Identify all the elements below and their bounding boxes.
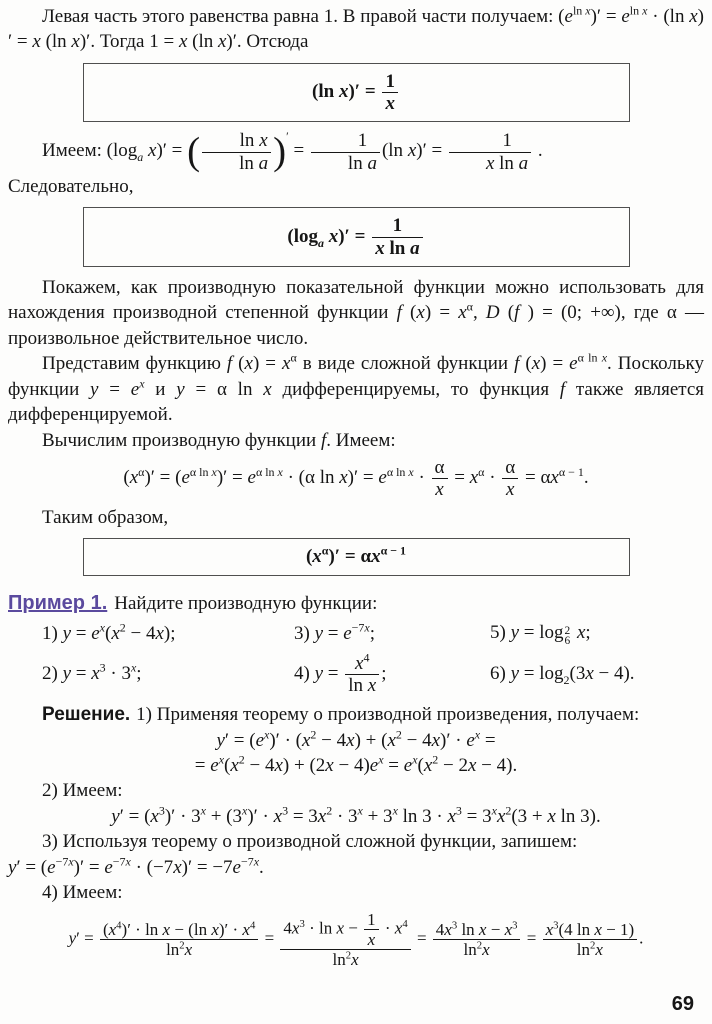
paragraph-represent: Представим функцию f $(x) = x^\alpha$ в виде сложной функции f $(x) = e^{\alpha ln x}$. Поскольку функции $y = e^x$ и y = α ln x дифференцируемы, то функция f также является дифференцируемой. — [8, 350, 705, 426]
equation-1b: = $e^x(x^2 - 4x) + (2x - 4)e^x = e^x(x^2 - 2x - 4)$. — [194, 752, 518, 777]
formula-box-log-derivative — [83, 207, 630, 267]
example-label: Пример 1. — [8, 592, 108, 615]
line-sledovatelno: Следовательно, — [8, 175, 134, 197]
solution-part2: 2) Имеем: — [42, 780, 123, 802]
formula-log-derivative: ($\log_a$ x)′ = $\frac{1}{\text{x ln a}}$ — [287, 226, 424, 247]
equation-1a: $y' = (e^x)' \cdot (x^2 - 4x) + (x^2 - 4x)' \cdot e^x$ = — [216, 727, 496, 751]
equation-4: y′ = $\frac{(x^4)' \cdot \ln x - (\ln x)' \cdot x^4}{\ln^2x}$ = $4x^3 \cdot \ln x$ − $\frac{1}{x}$ · $x^4$ $\ln^2x$ = $\frac{4x^3 \ln x - x^3}{\ln^2x}$ = $\frac{x^3(4 \ln x - 1)}{\ln^2x}$ . — [68, 909, 644, 969]
formula-power-derivative: $(x^\alpha)' = \alpha x^{\alpha - 1}$ — [305, 543, 407, 568]
equation-power-derivation: $(x^\alpha)' = (e^{\alpha ln x})' = e^{\alpha ln x} \cdot (\alpha$ $\ln x)' = e^{\alpha ln x}$ · $\frac{\alpha}{x}$ = $x^\alpha$ · $\frac{\alpha}{x}$ = $\alpha x^{\alpha - 1}$. — [123, 457, 589, 501]
line-compute: Вычислим производную функции f. Имеем: — [42, 429, 396, 451]
exercise-item-6: 6) $y = \log_2(3x - 4)$. — [490, 663, 635, 688]
exercise-item-2: 2) $y = x^3 \cdot 3^x$; — [42, 661, 142, 685]
solution-part4: 4) Имеем: — [42, 882, 123, 904]
formula-ln-derivative: (ln x)′ = $\frac{1}{x}$ — [312, 81, 400, 102]
solution-part1-text: 1) Применяя теорему о производной произведения, получаем: — [136, 704, 640, 726]
solution-part3: 3) Используя теорему о производной сложной функции, запишем: — [42, 831, 578, 853]
line-imeem-log: Имеем: ($\log_a$ x)′ = ( $\frac{\text{ln x}}{\text{ln a}}$ )′ = $\frac{1}{\text{ln a}}$ (ln x)′ = $\frac{1}{\text{x ln a}}$ . — [42, 130, 543, 174]
solution-label: Решение. — [42, 704, 131, 726]
formula-box-ln-derivative — [83, 63, 630, 123]
example-prompt: Найдите производную функции: — [114, 593, 378, 615]
solution-part1 — [8, 702, 704, 727]
exercise-item-5: 5) y = log 2 6 x; — [490, 621, 591, 648]
equation-2: $y' = (x^3)' \cdot 3^x + (3^x)' \cdot x^3 = 3x^2 \cdot 3^x + 3^x$ $\ln 3 \cdot x^3 = 3^xx^2(3 + x$ ln 3). — [111, 803, 601, 827]
exercise-item-1: 1) $y = e^x(x^2 - 4x)$; — [42, 621, 176, 645]
paragraph-intro: Левая часть этого равенства равна 1. В правой части получаем: $(e^{ln x})' = e^{ln x} \cdot (\ln$ x)′ = x (ln x)′. Тогда 1 = x (ln x)′. Отсюда — [8, 3, 704, 53]
example-heading — [8, 590, 704, 617]
page-number: 69 — [671, 993, 694, 1015]
line-takim-obrazom: Таким образом, — [42, 506, 169, 528]
exercise-list — [42, 621, 704, 696]
exercise-item-3: 3) $y = e^{-7x}$; — [294, 621, 375, 645]
equation-3: $y' = (e^{-7x})' = e^{-7x} \cdot (-7x)' = -7e^{-7x}$. — [8, 854, 264, 878]
formula-box-power-derivative — [83, 538, 630, 576]
exercise-item-4: 4) y = $\frac{x^4}{\text{ln x}}$ ; — [294, 650, 387, 696]
paragraph-power-use: Покажем, как производную показательной функции можно использовать для нахождения производной степенной функции f $(x) = x^\alpha$, D (f ) = (0; +∞), где α — произвольное действительное число. — [8, 276, 705, 349]
